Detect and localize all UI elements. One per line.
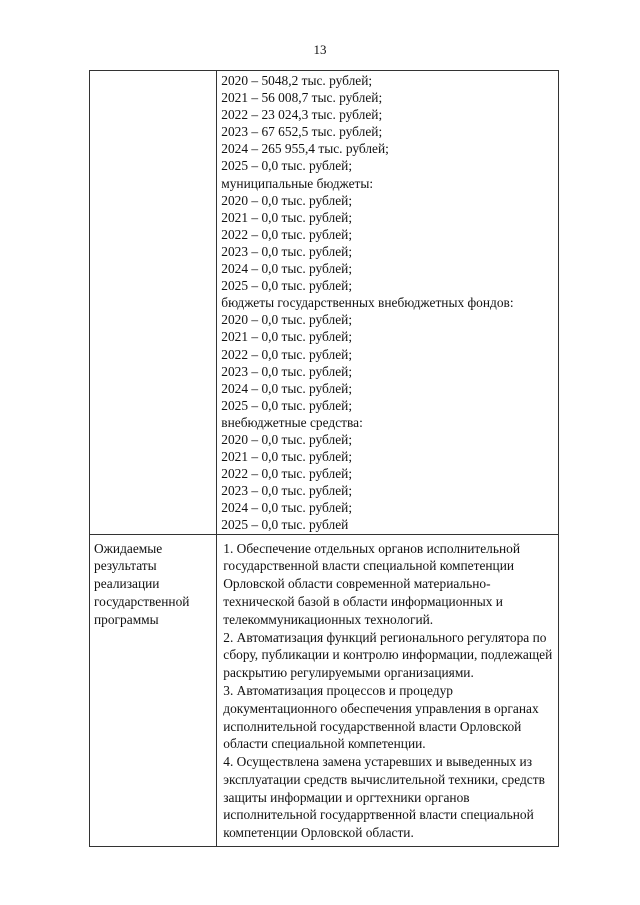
page-number: 13 [313,42,327,57]
expected-results-row [90,534,559,847]
financing-line: 2021 – 0,0 тыс. рублей; [221,329,353,345]
financing-line: 2025 – 0,0 тыс. рублей; [221,397,353,413]
financing-content-cell [217,71,559,535]
financing-label-cell [90,71,217,535]
label-line: реализации [94,576,160,592]
financing-row [90,71,559,535]
label-line: Ожидаемые [94,540,163,556]
expected-results-content [217,534,559,847]
result-item: 3. Автоматизация процессов и процедур документационного обеспечения управления в органах исполнительной государственной власти Орловской области специальной компетенции. [223,682,539,752]
financing-line: 2021 – 0,0 тыс. рублей; [221,209,353,225]
financing-line: 2024 – 0,0 тыс. рублей; [221,380,353,396]
financing-line: 2022 – 0,0 тыс. рублей; [221,466,353,482]
financing-line: 2024 – 0,0 тыс. рублей; [221,261,353,277]
expected-results-label [90,534,217,847]
financing-line: 2020 – 0,0 тыс. рублей; [221,192,353,208]
financing-line: 2025 – 0,0 тыс. рублей; [221,278,353,294]
result-item: 2. Автоматизация функций регионального регулятора по сбору, публикации и контролю информации, подлежащей раскрытию регулируемыми организациями. [223,629,553,681]
financing-line: 2022 – 0,0 тыс. рублей; [221,346,353,362]
financing-line: 2025 – 0,0 тыс. рублей; [221,158,353,174]
financing-section-heading: бюджеты государственных внебюджетных фондов: [221,295,514,311]
financing-line: 2023 – 0,0 тыс. рублей; [221,363,353,379]
financing-line: 2022 – 23 024,3 тыс. рублей; [221,107,383,123]
label-line: результаты [94,558,157,574]
financing-line: 2023 – 67 652,5 тыс. рублей; [221,124,383,140]
result-item: 1. Обеспечение отдельных органов исполнительной государственной власти специальной компетенции Орловской области современной материально-технической базой в области информационных и телекоммуникационных технологий. [223,540,520,627]
financing-line: 2021 – 0,0 тыс. рублей; [221,449,353,465]
financing-line: 2022 – 0,0 тыс. рублей; [221,226,353,242]
label-line: государственной [94,593,190,609]
financing-line: 2020 – 0,0 тыс. рублей; [221,431,353,447]
financing-line: 2024 – 265 955,4 тыс. рублей; [221,141,389,157]
financing-line: 2025 – 0,0 тыс. рублей [221,517,349,533]
financing-line: 2023 – 0,0 тыс. рублей; [221,483,353,499]
financing-line: 2023 – 0,0 тыс. рублей; [221,243,353,259]
financing-section-heading: муниципальные бюджеты: [221,175,374,191]
financing-line: 2020 – 5048,2 тыс. рублей; [221,73,373,88]
program-passport-table [89,70,559,847]
label-line: программы [94,611,159,627]
financing-line: 2020 – 0,0 тыс. рублей; [221,312,353,328]
result-item: 4. Осуществлена замена устаревших и выведенных из эксплуатации средств вычислительной техники, средств защиты информации и оргтехники органов исполнительной государртвенной власти специальной компетенции Орловской области. [223,754,545,841]
financing-line: 2021 – 56 008,7 тыс. рублей; [221,90,383,106]
financing-section-heading: внебюджетные средства: [221,414,363,430]
financing-line: 2024 – 0,0 тыс. рублей; [221,500,353,516]
